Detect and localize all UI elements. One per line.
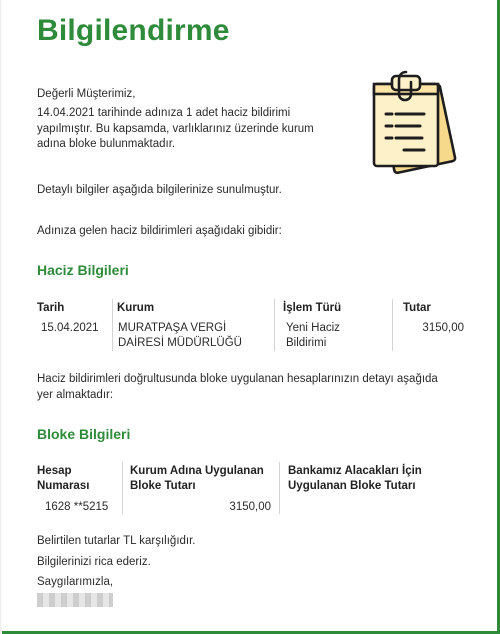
column-divider <box>112 299 113 351</box>
closing-line-1: Belirtilen tutarlar TL karşılığıdır. <box>37 535 196 547</box>
redacted-signature <box>37 593 113 607</box>
haciz-cell-tarih: 15.04.2021 <box>41 322 99 334</box>
column-divider <box>392 299 393 351</box>
bloke-header-hesap: Hesap Numarası <box>37 465 90 492</box>
closing-line-3: Saygılarımızla, <box>37 576 114 588</box>
haciz-header-islem: İşlem Türü <box>283 302 342 314</box>
haciz-cell-islem: Yeni Haciz Bildirimi <box>286 322 340 349</box>
bloke-cell-kurum: 3150,00 <box>229 501 271 513</box>
haciz-cell-kurum: MURATPAŞA VERGİ DAİRESİ MÜDÜRLÜĞÜ <box>118 322 242 349</box>
page-title: Bilgilendirme <box>37 14 230 47</box>
column-divider <box>122 462 123 514</box>
haciz-cell-tutar: 3150,00 <box>422 322 464 334</box>
column-divider <box>279 462 280 514</box>
detail-info-text: Detaylı bilgiler aşağıda bilgilerinize sunulmuştur. <box>37 184 282 196</box>
haciz-header-tutar: Tutar <box>403 302 431 314</box>
bloke-header-kurum: Kurum Adına Uygulanan Bloke Tutarı <box>130 465 264 492</box>
bloke-header-banka: Bankamız Alacakları İçin Uygulanan Bloke Tutarı <box>288 465 422 492</box>
bloke-section-title: Bloke Bilgileri <box>37 426 131 442</box>
haciz-header-tarih: Tarih <box>37 302 65 314</box>
haciz-section-title: Haciz Bilgileri <box>37 262 129 278</box>
intro-text: Adınıza gelen haciz bildirimleri aşağıdaki gibidir: <box>37 225 282 237</box>
greeting-text: Değerli Müşterimiz, <box>37 88 136 100</box>
haciz-header-kurum: Kurum <box>117 302 155 314</box>
closing-line-2: Bilgilerinizi rica ederiz. <box>37 556 151 568</box>
column-divider <box>274 299 275 351</box>
bloke-note-text: Haciz bildirimleri doğrultusunda bloke uygulanan hesaplarınızın detayı aşağıda yer almaktadır: <box>37 373 438 401</box>
bloke-cell-hesap: 1628 **5215 <box>45 501 109 513</box>
clipboard-document-icon <box>356 68 468 180</box>
body-text: 14.04.2021 tarihinde adınıza 1 adet haciz bildirimi yapılmıştır. Bu kapsamda, varlıklarınız üzerinde kurum adına bloke bulunmaktadır. <box>37 107 314 150</box>
page-edge <box>0 0 2 634</box>
